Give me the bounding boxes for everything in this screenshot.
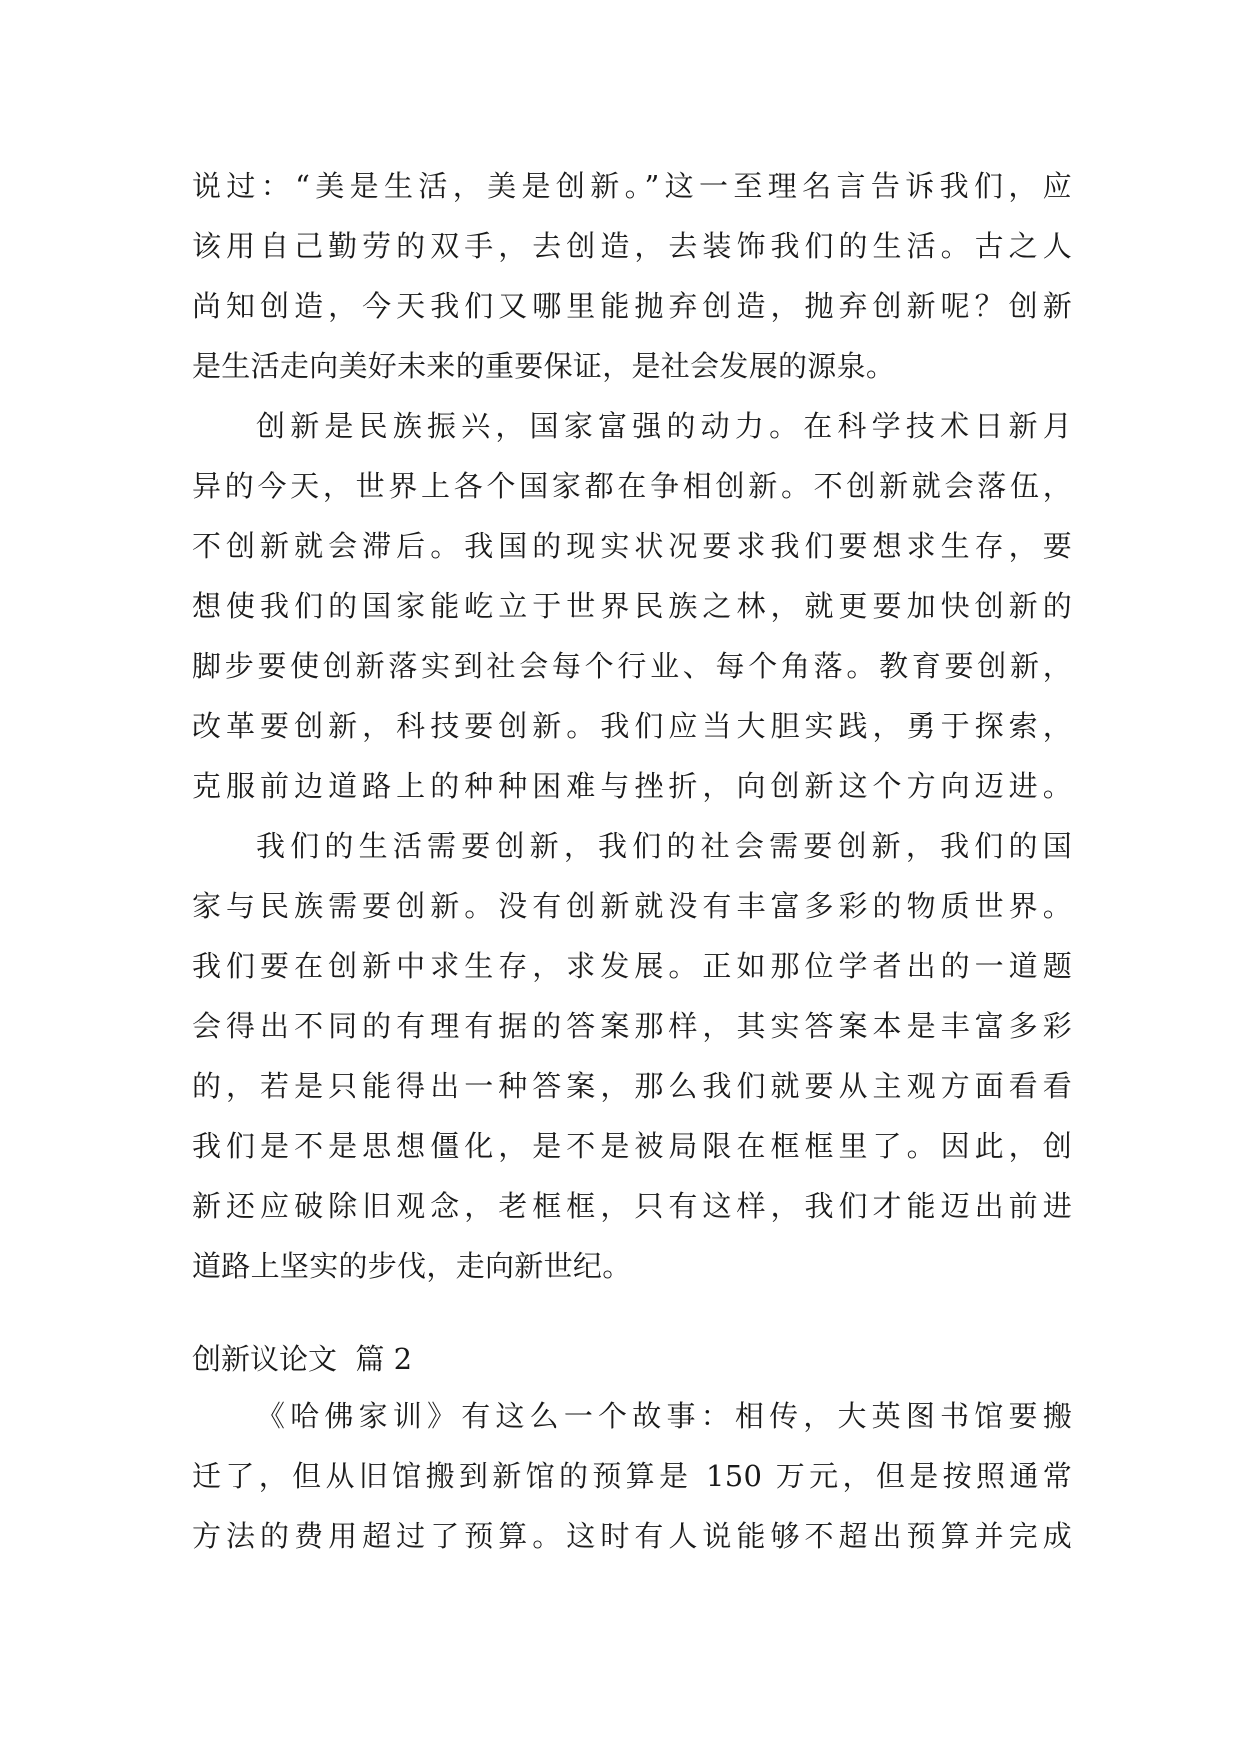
paragraph-line: 我们是不是思想僵化，是不是被局限在框框里了。因此，创: [192, 1129, 1072, 1163]
paragraph-line: 是生活走向美好未来的重要保证，是社会发展的源泉。: [192, 349, 896, 383]
paragraph-line: 新还应破除旧观念，老框框，只有这样，我们才能迈出前进: [192, 1189, 1072, 1223]
paragraph-line: 克服前边道路上的种种困难与挫折，向创新这个方向迈进。: [192, 769, 1072, 803]
paragraph-line: 说过：“美是生活，美是创新。”这一至理名言告诉我们，应: [192, 169, 1072, 203]
paragraph-line: 方法的费用超过了预算。这时有人说能够不超出预算并完成: [192, 1519, 1072, 1553]
paragraph-2: [192, 396, 1072, 816]
paragraph-line: 该用自己勤劳的双手，去创造，去装饰我们的生活。古之人: [192, 229, 1072, 263]
section-paragraph: [192, 1386, 1072, 1566]
section-heading: 创新议论文 篇 2: [192, 1342, 413, 1376]
paragraph-line: 改革要创新，科技要创新。我们应当大胆实践，勇于探索，: [192, 709, 1072, 743]
paragraph-line: 迁了，但从旧馆搬到新馆的预算是 150 万元，但是按照通常: [192, 1459, 1072, 1493]
paragraph-line: 的，若是只能得出一种答案，那么我们就要从主观方面看看: [192, 1069, 1072, 1103]
paragraph-line: 《哈佛家训》有这么一个故事：相传，大英图书馆要搬: [256, 1399, 1072, 1433]
paragraph-3: [192, 816, 1072, 1296]
paragraph-line: 我们的生活需要创新，我们的社会需要创新，我们的国: [256, 829, 1072, 863]
paragraph-line: 异的今天，世界上各个国家都在争相创新。不创新就会落伍，: [192, 469, 1072, 503]
paragraph-line: 不创新就会滞后。我国的现实状况要求我们要想求生存，要: [192, 529, 1072, 563]
paragraph-1: [192, 156, 1072, 396]
paragraph-line: 家与民族需要创新。没有创新就没有丰富多彩的物质世界。: [192, 889, 1072, 923]
paragraph-line: 会得出不同的有理有据的答案那样，其实答案本是丰富多彩: [192, 1009, 1072, 1043]
paragraph-line: 想使我们的国家能屹立于世界民族之林，就更要加快创新的: [192, 589, 1072, 623]
paragraph-line: 脚步要使创新落实到社会每个行业、每个角落。教育要创新，: [192, 649, 1072, 683]
paragraph-line: 道路上坚实的步伐，走向新世纪。: [192, 1249, 632, 1283]
paragraph-line: 创新是民族振兴，国家富强的动力。在科学技术日新月: [256, 409, 1072, 443]
paragraph-line: 我们要在创新中求生存，求发展。正如那位学者出的一道题: [192, 949, 1072, 983]
paragraph-line: 尚知创造，今天我们又哪里能抛弃创造，抛弃创新呢？创新: [192, 289, 1072, 323]
